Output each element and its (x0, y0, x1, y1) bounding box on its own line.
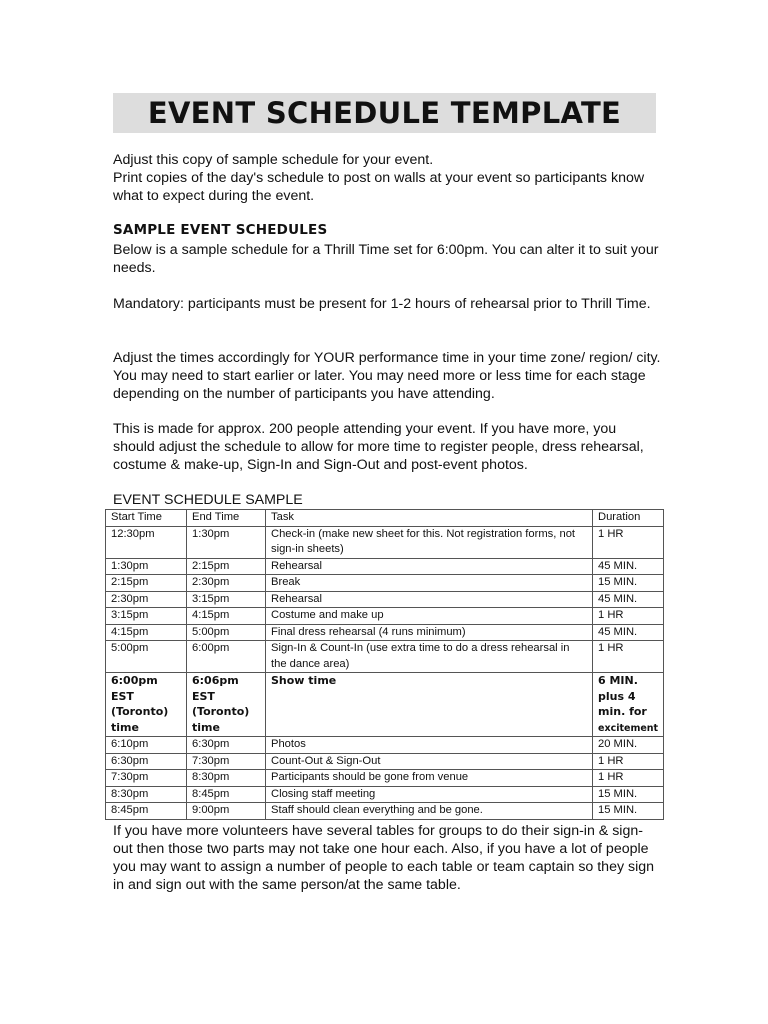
cell-duration: 45 MIN. (593, 624, 664, 641)
paragraph-mandatory-text: Mandatory: participants must be present for 1-2 hours of rehearsal prior to Thrill Time. (113, 296, 651, 312)
paragraph-below-text: Below is a sample schedule for a Thrill Time set for 6:00pm. You can alter it to suit your needs. (113, 242, 659, 276)
table-row (106, 770, 664, 787)
cell-start: 1:30pm (106, 558, 187, 575)
cell-start: 4:15pm (106, 624, 187, 641)
cell-end: 8:45pm (187, 786, 266, 803)
table-row (106, 558, 664, 575)
intro-line-2: Print copies of the day's schedule to post on walls at your event so participants know what to expect during the event. (113, 170, 645, 204)
cell-end: 8:30pm (187, 770, 266, 787)
table-row (106, 608, 664, 625)
paragraph-outro-text: If you have more volunteers have several tables for groups to do their sign-in & sign-out then those two parts may not take one hour each. Also, if you have a lot of people you may want to assign a number of people to each table or team captain so they sign in and sign out with the same person/at the same table. (113, 823, 655, 893)
schedule-table (105, 509, 664, 820)
table-row (106, 624, 664, 641)
cell-start: 8:45pm (106, 803, 187, 820)
paragraph-adjust-text: Adjust the times accordingly for YOUR performance time in your time zone/ region/ city. You may need to start earlier or later. You may need more or less time for each stage depending on the number of participants you have attending. (113, 350, 661, 402)
cell-duration: 1 HR (593, 641, 664, 673)
cell-end: 4:15pm (187, 608, 266, 625)
cell-start: 7:30pm (106, 770, 187, 787)
paragraph-mandatory (113, 295, 661, 313)
cell-task: Check-in (make new sheet for this. Not registration forms, not sign-in sheets) (266, 526, 593, 558)
cell-start: 3:15pm (106, 608, 187, 625)
page-title: EVENT SCHEDULE TEMPLATE (147, 96, 622, 130)
cell-start: 8:30pm (106, 786, 187, 803)
table-row (106, 737, 664, 754)
cell-start: 6:00pm EST (Toronto) time (106, 673, 187, 737)
cell-task: Sign-In & Count-In (use extra time to do a dress rehearsal in the dance area) (266, 641, 593, 673)
paragraph-outro (113, 822, 661, 894)
table-caption: EVENT SCHEDULE SAMPLE (113, 492, 303, 508)
cell-end: 5:00pm (187, 624, 266, 641)
cell-duration: 20 MIN. (593, 737, 664, 754)
cell-task: Photos (266, 737, 593, 754)
cell-duration: 1 HR (593, 526, 664, 558)
table-row-show-time (106, 673, 664, 737)
cell-duration: 1 HR (593, 753, 664, 770)
cell-task: Count-Out & Sign-Out (266, 753, 593, 770)
header-duration: Duration (593, 510, 664, 527)
cell-end: 9:00pm (187, 803, 266, 820)
cell-task: Show time (266, 673, 593, 737)
cell-task: Closing staff meeting (266, 786, 593, 803)
intro-line-1: Adjust this copy of sample schedule for your event. (113, 152, 434, 168)
section-heading: SAMPLE EVENT SCHEDULES (113, 222, 328, 238)
title-band (113, 93, 656, 133)
paragraph-approx-text: This is made for approx. 200 people attending your event. If you have more, you should adjust the schedule to allow for more time to register people, dress rehearsal, costume & make-up, Sign-In and Sign-Out and post-event photos. (113, 421, 644, 473)
cell-end: 2:30pm (187, 575, 266, 592)
table-row (106, 803, 664, 820)
cell-task: Final dress rehearsal (4 runs minimum) (266, 624, 593, 641)
cell-start: 5:00pm (106, 641, 187, 673)
table-row (106, 526, 664, 558)
cell-end: 6:00pm (187, 641, 266, 673)
duration-note: excitement (598, 722, 659, 734)
paragraph-approx (113, 420, 661, 474)
cell-end: 3:15pm (187, 591, 266, 608)
table-row (106, 786, 664, 803)
table-header-row (106, 510, 664, 527)
intro-paragraph (113, 151, 661, 205)
header-start-time: Start Time (106, 510, 187, 527)
cell-start: 6:10pm (106, 737, 187, 754)
cell-task: Rehearsal (266, 591, 593, 608)
cell-end: 1:30pm (187, 526, 266, 558)
cell-duration: 45 MIN. (593, 591, 664, 608)
duration-main: 6 MIN. plus 4 min. for (598, 674, 647, 718)
cell-end: 6:30pm (187, 737, 266, 754)
cell-duration: 1 HR (593, 608, 664, 625)
cell-start: 6:30pm (106, 753, 187, 770)
table-row (106, 753, 664, 770)
header-task: Task (266, 510, 593, 527)
cell-task: Participants should be gone from venue (266, 770, 593, 787)
table-row (106, 591, 664, 608)
cell-start: 12:30pm (106, 526, 187, 558)
cell-duration: 15 MIN. (593, 786, 664, 803)
cell-task: Rehearsal (266, 558, 593, 575)
paragraph-below (113, 241, 661, 277)
cell-task: Costume and make up (266, 608, 593, 625)
header-end-time: End Time (187, 510, 266, 527)
paragraph-adjust (113, 349, 661, 403)
table-row (106, 575, 664, 592)
cell-duration: 1 HR (593, 770, 664, 787)
cell-start: 2:15pm (106, 575, 187, 592)
cell-duration: 15 MIN. (593, 803, 664, 820)
cell-end: 2:15pm (187, 558, 266, 575)
cell-task: Staff should clean everything and be gone. (266, 803, 593, 820)
cell-end: 6:06pm EST (Toronto) time (187, 673, 266, 737)
cell-duration: 45 MIN. (593, 558, 664, 575)
cell-end: 7:30pm (187, 753, 266, 770)
table-row (106, 641, 664, 673)
cell-duration (593, 673, 664, 737)
cell-task: Break (266, 575, 593, 592)
cell-duration: 15 MIN. (593, 575, 664, 592)
cell-start: 2:30pm (106, 591, 187, 608)
